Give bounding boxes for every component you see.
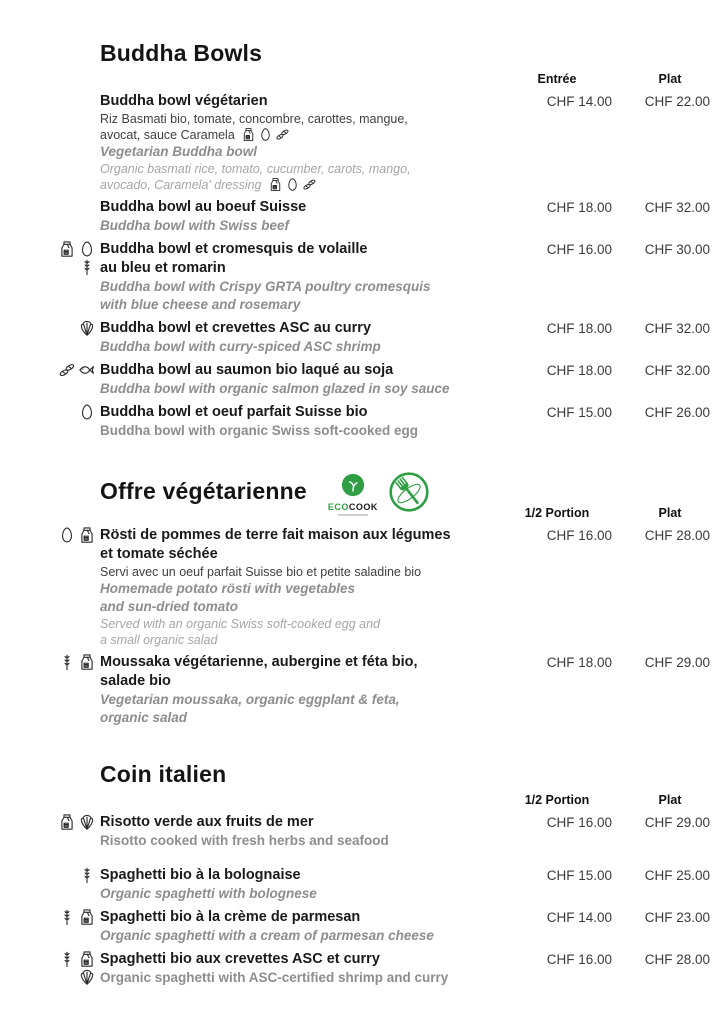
item-description-fr (100, 564, 710, 580)
shellfish-icon (78, 968, 96, 986)
item-name-en-text: organic salad (100, 710, 188, 725)
allergen-icons (40, 526, 96, 544)
milk-icon (78, 526, 96, 544)
item-name-en (100, 885, 710, 903)
price-plat: CHF 28.00 (644, 952, 710, 967)
item-name-text: Buddha bowl au saumon bio laqué au soja (100, 362, 394, 378)
item-name-en-text: Buddha bowl with organic salmon glazed in soy sauce (100, 381, 450, 396)
menu-item (100, 198, 710, 235)
item-name (100, 198, 710, 217)
egg-icon (58, 526, 76, 544)
item-name-text: Buddha bowl au boeuf Suisse (100, 199, 307, 215)
milk-icon (58, 240, 76, 258)
item-name (100, 813, 710, 832)
soy-icon (302, 177, 317, 192)
item-name-en-text: Organic spaghetti with bolognese (100, 886, 317, 901)
item-name (100, 950, 710, 969)
column-header-plat: Plat (658, 72, 682, 86)
allergen-icons (40, 240, 96, 276)
fish-icon (78, 361, 96, 379)
item-name-en (100, 832, 710, 850)
item-name-text: Spaghetti bio à la crème de parmesan (100, 909, 361, 925)
soy-icon (58, 361, 76, 379)
price-portion: CHF 18.00 (546, 363, 612, 378)
allergen-icons (40, 813, 96, 831)
price-plat: CHF 32.00 (644, 363, 710, 378)
item-name-text: Risotto verde aux fruits de mer (100, 814, 314, 830)
item-name-en (100, 143, 710, 161)
allergen-icons (40, 361, 96, 379)
price-portion: CHF 18.00 (546, 200, 612, 215)
item-name-en (100, 278, 710, 296)
milk-icon (78, 908, 96, 926)
price-plat: CHF 30.00 (644, 242, 710, 257)
section-items (100, 813, 710, 987)
menu-item (100, 403, 710, 440)
milk-icon (58, 813, 76, 831)
item-description-fr (100, 127, 710, 143)
milk-icon (268, 177, 283, 192)
gluten-wheat-icon (78, 866, 96, 884)
gluten-wheat-icon (58, 653, 76, 671)
price-plat: CHF 28.00 (644, 528, 710, 543)
ecocook-logo (327, 473, 379, 516)
item-name (100, 866, 710, 885)
item-name-en (100, 380, 710, 398)
allergen-icons (40, 319, 96, 337)
item-name-en (100, 296, 710, 314)
item-description-fr (100, 111, 710, 127)
column-header-portion: 1/2 Portion (524, 506, 590, 520)
price-portion: CHF 15.00 (546, 405, 612, 420)
price-portion: CHF 16.00 (546, 242, 612, 257)
price-portion: CHF 16.00 (546, 952, 612, 967)
menu-sections (100, 38, 710, 987)
item-name-en (100, 217, 710, 235)
item-name-en (100, 691, 710, 709)
item-description-en (100, 632, 710, 648)
menu-item (100, 526, 710, 648)
item-name (100, 319, 710, 338)
item-name (100, 545, 710, 564)
ecocook-leaf-icon (341, 473, 365, 502)
item-name-en-text: Buddha bowl with Crispy GRTA poultry cromesquis (100, 279, 431, 294)
section-items (100, 92, 710, 440)
item-name-en-text: Homemade potato rösti with vegetables (100, 581, 356, 596)
item-name-text: au bleu et romarin (100, 260, 226, 276)
price-portion: CHF 16.00 (546, 815, 612, 830)
allergen-icons (40, 866, 96, 884)
item-description-en (100, 177, 710, 193)
section-header (100, 472, 710, 520)
column-header-plat: Plat (658, 506, 682, 520)
item-description-en-text: avocado, Caramela' dressing (100, 178, 262, 192)
price-portion: CHF 14.00 (546, 94, 612, 109)
item-name-en (100, 580, 710, 598)
item-name (100, 259, 710, 278)
menu-item (100, 92, 710, 193)
section-items (100, 526, 710, 727)
menu-item (100, 319, 710, 356)
section-title: Buddha Bowls (100, 40, 263, 66)
item-name-en-text: Vegetarian moussaka, organic eggplant & feta, (100, 692, 400, 707)
price-portion: CHF 14.00 (546, 910, 612, 925)
section-logos (327, 472, 429, 517)
price-portion: CHF 18.00 (546, 321, 612, 336)
gluten-wheat-icon (58, 950, 76, 968)
price-portion: CHF 15.00 (546, 868, 612, 883)
item-name (100, 92, 710, 111)
item-description-en-text: a small organic salad (100, 633, 218, 647)
item-name-text: Spaghetti bio à la bolognaise (100, 867, 301, 883)
price-plat: CHF 29.00 (644, 815, 710, 830)
section-coin-italien (100, 759, 710, 987)
price-plat: CHF 26.00 (644, 405, 710, 420)
price-plat: CHF 32.00 (644, 321, 710, 336)
allergen-icons (40, 403, 96, 421)
item-name-en-text: with blue cheese and rosemary (100, 297, 301, 312)
column-header-portion: Entrée (537, 72, 577, 86)
item-name (100, 653, 710, 672)
item-name-en-text: Organic spaghetti with ASC-certified shrimp and curry (100, 970, 449, 985)
item-description-fr-text: Servi avec un oeuf parfait Suisse bio et petite saladine bio (100, 565, 422, 579)
item-name (100, 361, 710, 380)
item-name (100, 240, 710, 259)
soy-icon (275, 127, 290, 142)
item-name-en-text: Vegetarian Buddha bowl (100, 144, 258, 159)
egg-icon (285, 177, 300, 192)
item-name-en (100, 598, 710, 616)
price-plat: CHF 25.00 (644, 868, 710, 883)
allergen-icons (40, 950, 96, 986)
item-name-en-text: Organic spaghetti with a cream of parmesan cheese (100, 928, 434, 943)
section-title: Coin italien (100, 761, 227, 787)
price-portion: CHF 18.00 (546, 655, 612, 670)
item-name-text: salade bio (100, 673, 171, 689)
item-name-text: Buddha bowl et crevettes ASC au curry (100, 320, 372, 336)
section-buddha-bowls (100, 38, 710, 440)
item-name-en-text: Buddha bowl with organic Swiss soft-cooked egg (100, 423, 419, 438)
item-name (100, 403, 710, 422)
column-header-plat: Plat (658, 793, 682, 807)
column-header-portion: 1/2 Portion (524, 793, 590, 807)
item-name-en (100, 338, 710, 356)
egg-icon (78, 403, 96, 421)
menu-item (100, 240, 710, 314)
item-name-text: Buddha bowl et oeuf parfait Suisse bio (100, 404, 368, 420)
item-name-en (100, 709, 710, 727)
section-header (100, 38, 710, 86)
ecocook-tagline (338, 514, 368, 516)
milk-icon (78, 950, 96, 968)
menu-item (100, 653, 710, 727)
menu-item (100, 866, 710, 903)
price-plat: CHF 32.00 (644, 200, 710, 215)
item-name-en-text: Buddha bowl with Swiss beef (100, 218, 290, 233)
item-name-text: Buddha bowl et cromesquis de volaille (100, 241, 368, 257)
section-header (100, 759, 710, 807)
item-name-en (100, 927, 710, 945)
egg-icon (78, 240, 96, 258)
item-name-text: Rösti de pommes de terre fait maison aux légumes (100, 527, 451, 543)
item-name (100, 672, 710, 691)
section-offre-vegetarienne (100, 472, 710, 727)
menu-item (100, 950, 710, 987)
item-name-en (100, 422, 710, 440)
item-name (100, 908, 710, 927)
milk-icon (78, 653, 96, 671)
allergen-icons-inline (268, 177, 317, 192)
milk-icon (241, 127, 256, 142)
price-plat: CHF 22.00 (644, 94, 710, 109)
ecocook-wordmark: ECOCOOK (327, 502, 378, 512)
item-description-en-text: Organic basmati rice, tomato, cucumber, carots, mango, (100, 162, 411, 176)
price-plat: CHF 29.00 (644, 655, 710, 670)
menu-item (100, 813, 710, 850)
shellfish-icon (78, 319, 96, 337)
item-name-en-text: Buddha bowl with curry-spiced ASC shrimp (100, 339, 381, 354)
item-name-text: Buddha bowl végétarien (100, 93, 268, 109)
egg-icon (258, 127, 273, 142)
item-description-en (100, 616, 710, 632)
shellfish-icon (78, 813, 96, 831)
allergen-icons (40, 908, 96, 926)
item-description-fr-text: Riz Basmati bio, tomate, concombre, carottes, mangue, (100, 112, 408, 126)
item-name-en-text: Risotto cooked with fresh herbs and seafood (100, 833, 389, 848)
price-portion: CHF 16.00 (546, 528, 612, 543)
menu-item (100, 908, 710, 945)
item-name-en (100, 969, 710, 987)
item-name-text: et tomate séchée (100, 546, 218, 562)
allergen-icons-inline (241, 127, 290, 142)
item-name-en-text: and sun-dried tomato (100, 599, 238, 614)
item-description-fr-text: avocat, sauce Caramela (100, 128, 235, 142)
allergen-icons (40, 653, 96, 671)
gluten-wheat-icon (58, 908, 76, 926)
item-description-en (100, 161, 710, 177)
menu-item (100, 361, 710, 398)
item-description-en-text: Served with an organic Swiss soft-cooked egg and (100, 617, 381, 631)
item-name-text: Spaghetti bio aux crevettes ASC et curry (100, 951, 380, 967)
fourchette-verte-logo (389, 472, 429, 517)
price-plat: CHF 23.00 (644, 910, 710, 925)
item-name (100, 526, 710, 545)
gluten-wheat-icon (78, 258, 96, 276)
item-name-text: Moussaka végétarienne, aubergine et féta bio, (100, 654, 418, 670)
section-title: Offre végétarienne (100, 477, 307, 504)
